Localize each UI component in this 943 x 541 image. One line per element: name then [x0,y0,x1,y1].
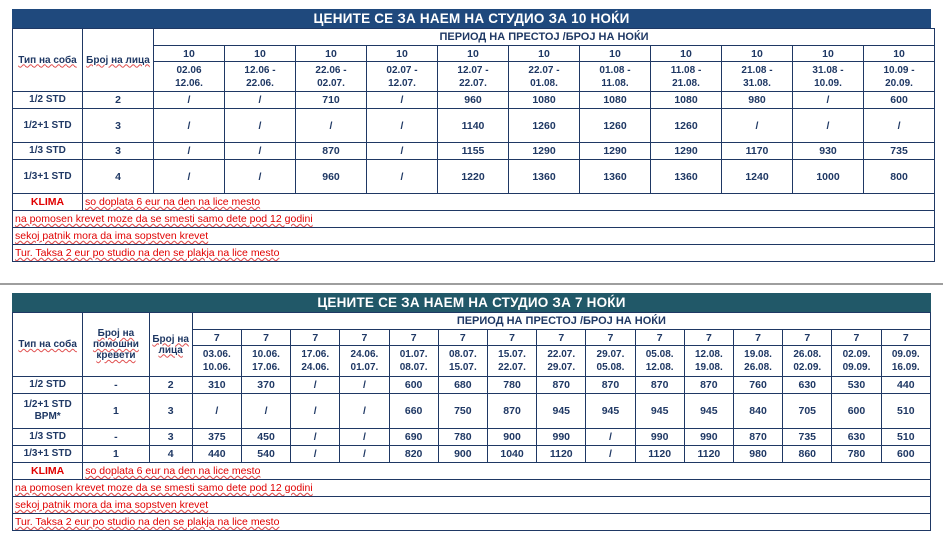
period-dates [509,62,580,92]
price-cell: 600 [389,377,438,394]
persons-count: 3 [149,429,192,446]
price-cell: 1290 [580,143,651,160]
price-cell: 870 [586,377,635,394]
price-cell: / [793,92,864,109]
period-dates [651,62,722,92]
period-nights: 7 [586,330,635,346]
price-cell: 1290 [509,143,580,160]
period-dates [389,346,438,377]
period-to: 19.08. [694,362,723,373]
price-cell: 780 [438,429,487,446]
price-cell: 1140 [438,109,509,143]
period-from: 10.06. [252,349,280,360]
price-cell: / [154,92,225,109]
period-from: 05.08. [645,349,674,360]
period-to: 11.08. [601,77,629,89]
price-cell: 1155 [438,143,509,160]
note-line: na pomosen krevet moze da se smesti samo dete pod 12 godini [13,211,935,228]
room-type: 1/3 STD [13,429,83,446]
price-cell: / [793,109,864,143]
col-header-extra-beds: Број на помошни кревети [83,313,149,377]
price-cell: 690 [389,429,438,446]
period-from: 02.09. [842,349,871,360]
price-cell: / [241,394,290,429]
price-cell: 600 [832,394,881,429]
price-cell: 310 [192,377,241,394]
period-to: 29.07. [547,362,576,373]
period-dates [793,62,864,92]
period-dates [684,346,733,377]
table-row [13,394,931,429]
price-cell: 980 [733,446,782,463]
price-cell: / [154,109,225,143]
col-header-persons: Број на лица [83,29,154,92]
period-to: 10.06. [202,362,231,373]
room-type: 1/2+1 STD BPM* [13,394,83,429]
period-to: 16.09. [891,362,920,373]
persons-count: 3 [83,143,154,160]
price-cell: / [586,446,635,463]
price-cell: 1170 [722,143,793,160]
extra-beds-count: - [83,429,149,446]
period-from: 29.07. [596,349,625,360]
price-cell: / [154,160,225,194]
price-cell: 1040 [487,446,536,463]
period-to: 15.07. [448,362,477,373]
period-dates [783,346,832,377]
period-from: 01.08 - [599,64,631,76]
period-nights: 7 [832,330,881,346]
period-nights: 7 [783,330,832,346]
price-cell: 370 [241,377,290,394]
price-cell: 870 [296,143,367,160]
period-from: 22.06 - [315,64,347,76]
note-line: na pomosen krevet moze da se smesti samo dete pod 12 godini [13,480,931,497]
table-row [13,429,931,446]
period-to: 22.07. [498,362,526,373]
period-nights: 10 [367,46,438,62]
period-header: ПЕРИОД НА ПРЕСТОЈ /БРОЈ НА НОЌИ [154,29,935,46]
extra-beds-count: 1 [83,394,149,429]
period-dates [154,62,225,92]
period-dates [225,62,296,92]
price-cell: 1120 [635,446,684,463]
price-cell: 530 [832,377,881,394]
price-cell: / [367,160,438,194]
price-cell: 440 [192,446,241,463]
price-cell: 1360 [651,160,722,194]
period-to: 24.06. [301,362,330,373]
price-cell: / [340,377,389,394]
table-title: ЦЕНИТЕ СЕ ЗА НАЕМ НА СТУДИО ЗА 7 НОЌИ [12,293,931,312]
period-nights: 7 [340,330,389,346]
table-title: ЦЕНИТЕ СЕ ЗА НАЕМ НА СТУДИО ЗА 10 НОЌИ [12,9,931,28]
price-cell: 945 [635,394,684,429]
price-cell: 735 [783,429,832,446]
period-to: 01.07. [350,362,379,373]
period-dates [864,62,935,92]
price-table [12,28,935,262]
price-cell: 710 [296,92,367,109]
period-nights: 10 [580,46,651,62]
section-divider [0,283,943,285]
period-nights: 10 [296,46,367,62]
period-from: 12.08. [694,349,723,360]
price-cell: 860 [783,446,832,463]
period-nights: 7 [389,330,438,346]
price-cell: 870 [733,429,782,446]
period-to: 22.07. [459,77,487,89]
price-cell: 1360 [580,160,651,194]
price-cell: 1260 [509,109,580,143]
period-from: 22.07 - [528,64,560,76]
period-header: ПЕРИОД НА ПРЕСТОЈ /БРОЈ НА НОЌИ [192,313,930,330]
note-line: sekoj patnik mora da ima sopstven krevet [13,228,935,245]
price-cell: / [586,429,635,446]
price-cell: 750 [438,394,487,429]
price-cell: 735 [864,143,935,160]
period-dates [722,62,793,92]
period-to: 20.09. [885,77,913,89]
period-to: 26.08. [744,362,772,373]
price-cell: 870 [487,394,536,429]
table-row [13,446,931,463]
period-from: 15.07. [498,349,526,360]
price-cell: 600 [881,446,930,463]
period-nights: 7 [733,330,782,346]
room-type: 1/3 STD [13,143,83,160]
persons-count: 4 [83,160,154,194]
price-cell: 1120 [684,446,733,463]
period-dates [580,62,651,92]
price-cell: / [340,446,389,463]
price-cell: 440 [881,377,930,394]
price-cell: 870 [537,377,586,394]
price-cell: 990 [635,429,684,446]
col-header-room-type: Тип на соба [13,313,83,377]
period-dates [367,62,438,92]
klima-note: so doplata 6 eur na den na lice mesto [83,194,935,211]
period-nights: 10 [651,46,722,62]
period-nights: 7 [537,330,586,346]
period-from: 11.08 - [670,64,702,76]
price-cell: 660 [389,394,438,429]
price-cell: 990 [537,429,586,446]
period-nights: 7 [241,330,290,346]
price-table-7-nights [12,293,931,531]
period-dates [438,62,509,92]
price-cell: 1000 [793,160,864,194]
price-cell: / [864,109,935,143]
price-cell: 1080 [651,92,722,109]
price-cell: / [367,143,438,160]
table-row [13,160,935,194]
price-cell: 900 [438,446,487,463]
period-dates [881,346,930,377]
period-nights: 7 [684,330,733,346]
price-cell: 820 [389,446,438,463]
price-cell: / [291,446,340,463]
period-dates [586,346,635,377]
price-cell: 780 [832,446,881,463]
price-cell: / [154,143,225,160]
period-nights: 10 [509,46,580,62]
period-nights: 10 [793,46,864,62]
period-to: 12.06. [175,77,203,89]
period-dates [635,346,684,377]
period-from: 17.06. [301,349,330,360]
price-cell: 1260 [651,109,722,143]
price-cell: 630 [832,429,881,446]
period-from: 26.08. [793,349,822,360]
price-cell: 705 [783,394,832,429]
room-type: 1/3+1 STD [13,160,83,194]
persons-count: 2 [149,377,192,394]
col-header-persons: Број на лица [149,313,192,377]
period-nights: 10 [722,46,793,62]
period-dates [291,346,340,377]
persons-count: 3 [83,109,154,143]
period-from: 21.08 - [741,64,773,76]
price-cell: 945 [537,394,586,429]
period-to: 09.09. [842,362,871,373]
price-cell: 1240 [722,160,793,194]
period-to: 02.09. [793,362,822,373]
price-cell: 510 [881,394,930,429]
period-to: 12.08. [645,362,674,373]
room-type: 1/2+1 STD [13,109,83,143]
price-cell: / [291,394,340,429]
period-to: 22.06. [246,77,274,89]
period-dates [192,346,241,377]
persons-count: 3 [149,394,192,429]
period-from: 10.09 - [883,64,915,76]
period-to: 08.07. [399,362,428,373]
period-from: 24.06. [350,349,379,360]
period-dates [296,62,367,92]
room-type: 1/2 STD [13,92,83,109]
price-cell: 760 [733,377,782,394]
price-cell: 1290 [651,143,722,160]
period-dates [241,346,290,377]
period-from: 12.06 - [244,64,276,76]
price-cell: 990 [684,429,733,446]
extra-beds-count: - [83,377,149,394]
note-line: Tur. Taksa 2 eur po studio na den se plakja na lice mesto [13,514,931,531]
col-header-room-type: Тип на соба [13,29,83,92]
note-line: sekoj patnik mora da ima sopstven krevet [13,497,931,514]
price-cell: / [367,109,438,143]
period-to: 31.08. [743,77,771,89]
period-from: 22.07. [547,349,576,360]
price-cell: / [296,109,367,143]
period-nights: 7 [192,330,241,346]
klima-note: so doplata 6 eur na den na lice mesto [83,463,931,480]
extra-beds-count: 1 [83,446,149,463]
table-row [13,377,931,394]
period-dates [537,346,586,377]
price-cell: 930 [793,143,864,160]
klima-label: KLIMA [13,463,83,480]
price-cell: 375 [192,429,241,446]
period-nights: 10 [225,46,296,62]
period-from: 09.09. [891,349,920,360]
period-dates [340,346,389,377]
period-from: 02.06 [176,64,202,76]
period-nights: 7 [291,330,340,346]
period-nights: 7 [881,330,930,346]
price-cell: 450 [241,429,290,446]
room-type: 1/3+1 STD [13,446,83,463]
period-nights: 7 [635,330,684,346]
period-from: 19.08. [744,349,772,360]
price-cell: 780 [487,377,536,394]
period-to: 10.09. [814,77,842,89]
price-cell: 945 [586,394,635,429]
price-cell: 1220 [438,160,509,194]
period-nights: 10 [864,46,935,62]
price-cell: 1260 [580,109,651,143]
price-cell: / [291,377,340,394]
period-to: 05.08. [596,362,625,373]
price-cell: 945 [684,394,733,429]
price-cell: 630 [783,377,832,394]
price-cell: 1080 [580,92,651,109]
table-row [13,109,935,143]
period-nights: 10 [438,46,509,62]
price-cell: 510 [881,429,930,446]
persons-count: 4 [149,446,192,463]
price-cell: / [225,143,296,160]
period-nights: 10 [154,46,225,62]
note-line: Tur. Taksa 2 eur po studio na den se plakja na lice mesto [13,245,935,262]
price-table [12,312,931,531]
period-to: 21.08. [672,77,700,89]
period-from: 12.07 - [457,64,489,76]
period-nights: 7 [487,330,536,346]
price-cell: 680 [438,377,487,394]
price-cell: 1080 [509,92,580,109]
period-dates [733,346,782,377]
price-cell: / [340,429,389,446]
price-cell: / [192,394,241,429]
period-nights: 7 [438,330,487,346]
period-from: 03.06. [202,349,231,360]
table-row [13,143,935,160]
period-dates [487,346,536,377]
price-cell: 800 [864,160,935,194]
period-to: 12.07. [388,77,416,89]
price-table-10-nights [12,9,931,262]
persons-count: 2 [83,92,154,109]
price-cell: / [340,394,389,429]
price-cell: 540 [241,446,290,463]
price-cell: / [225,160,296,194]
period-to: 17.06. [252,362,280,373]
period-from: 01.07. [399,349,428,360]
period-from: 08.07. [448,349,477,360]
period-to: 02.07. [317,77,345,89]
period-dates [832,346,881,377]
price-cell: / [291,429,340,446]
period-dates [438,346,487,377]
price-cell: / [367,92,438,109]
price-cell: 960 [438,92,509,109]
price-cell: 960 [296,160,367,194]
room-type: 1/2 STD [13,377,83,394]
price-cell: 600 [864,92,935,109]
price-cell: 900 [487,429,536,446]
price-cell: / [225,109,296,143]
price-cell: / [225,92,296,109]
period-to: 01.08. [530,77,558,89]
price-cell: 1120 [537,446,586,463]
price-cell: / [722,109,793,143]
period-from: 02.07 - [386,64,418,76]
table-row [13,92,935,109]
price-cell: 840 [733,394,782,429]
price-cell: 1360 [509,160,580,194]
period-from: 31.08 - [812,64,844,76]
price-cell: 980 [722,92,793,109]
klima-label: KLIMA [13,194,83,211]
price-cell: 870 [684,377,733,394]
price-cell: 870 [635,377,684,394]
